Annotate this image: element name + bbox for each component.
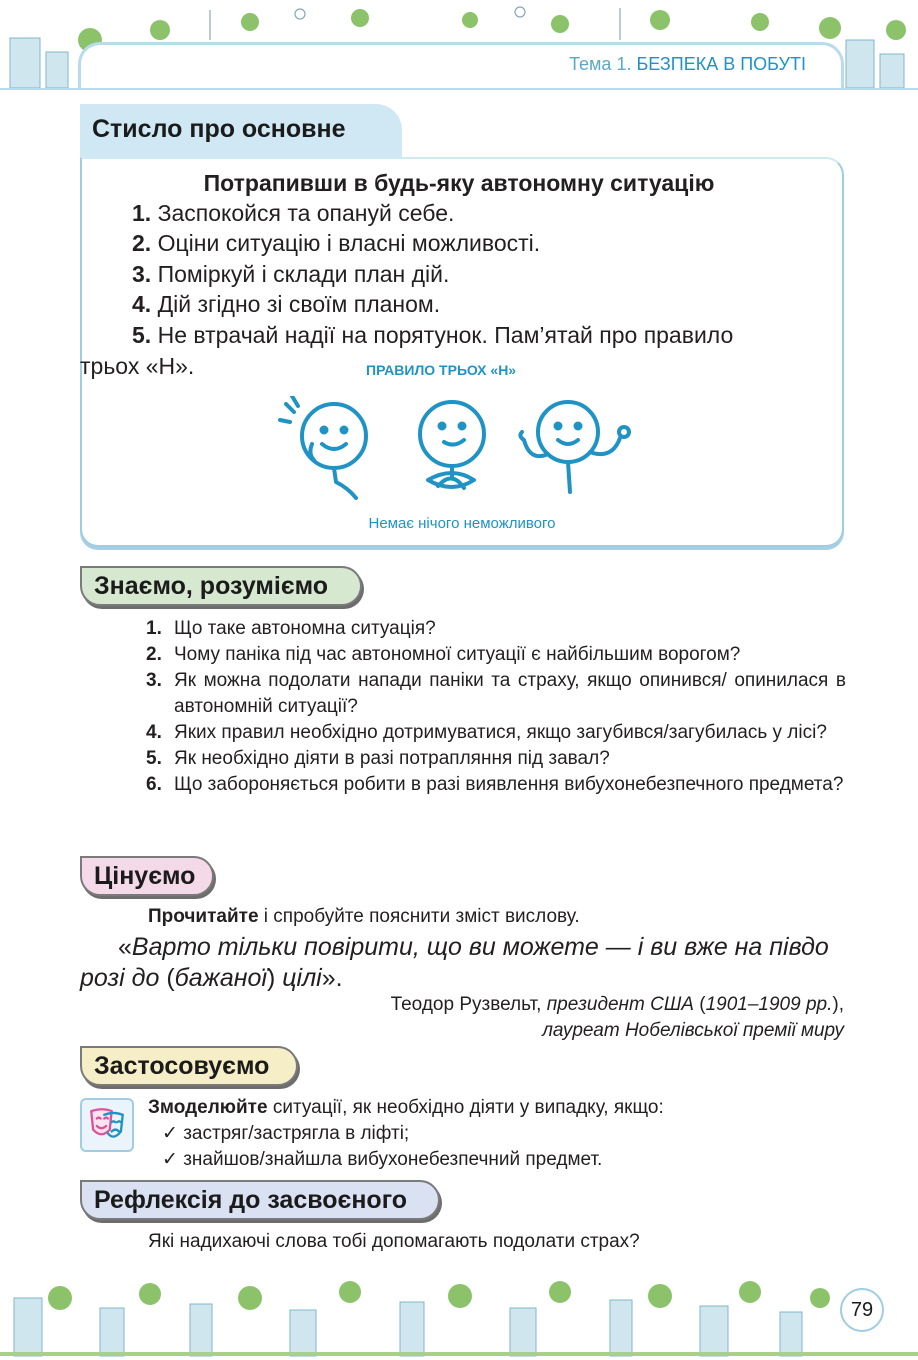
thinking-face-icon [420, 402, 484, 488]
rule-item: 4. Дій згідно зі своїм планом. [132, 291, 441, 317]
rule-item: 2. Оціни ситуацію і власні можливості. [132, 230, 541, 256]
rule-three-n-title: ПРАВИЛО ТРЬОХ «Н» [366, 362, 517, 378]
section-apply: Застосовуємо [80, 1046, 298, 1086]
rule-item-continuation: трьох «Н». [80, 353, 195, 379]
question-item: 4. Яких правил необхідно дотримуватися, якщо загубився/загубилась у лісі? [146, 722, 827, 743]
questions-list [146, 616, 846, 798]
quote-author: Теодор Рузвельт, президент США (1901–1909 рр.), [390, 994, 844, 1015]
question-item: 1. Що таке автономна ситуація? [146, 618, 436, 639]
section-value: Цінуємо [80, 856, 214, 896]
header-topic [569, 54, 806, 75]
rule-item: 3. Поміркуй і склади план дій. [132, 261, 450, 287]
summary-title: Стисло про основне [92, 115, 346, 143]
checklist-item: ✓ знайшов/знайшла вибухонебезпечний предмет. [162, 1149, 603, 1170]
section-reflection: Рефлексія до засвоєного [80, 1180, 440, 1220]
apply-instruction: Змоделюйте ситуації, як необхідно діяти у випадку, якщо: [148, 1097, 664, 1118]
question-item: 2. Чому паніка під час автономної ситуації є найбільшим ворогом? [146, 644, 741, 665]
topic-title: БЕЗПЕКА В ПОБУТІ [636, 54, 806, 74]
header-divider [0, 88, 918, 90]
quote-author-title: лауреат Нобелівської премії миру [542, 1020, 844, 1041]
question-item: 5. Як необхідно діяти в разі потрапляння під завал? [146, 748, 610, 769]
page-number: 79 [840, 1288, 884, 1332]
hopeful-face-icon [520, 402, 629, 492]
checklist-item: ✓ застряг/застрягла в ліфті; [162, 1123, 410, 1144]
nothing-impossible-caption: Немає нічого неможливого [368, 515, 556, 532]
quote-line-2: розі до (бажаної) цілі». [80, 964, 343, 992]
rule-item: 1. Заспокойся та опануй себе. [132, 200, 455, 226]
three-faces-illustration [278, 396, 646, 500]
question-item: 3. Як можна подолати напади паніки та страху, якщо опинився/ опинилася в автономній ситуації? [146, 670, 846, 717]
section-know-understand: Знаємо, розуміємо [80, 566, 362, 606]
quote-line-1: «Варто тільки повірити, що ви можете — і ви вже на півдо [118, 933, 829, 961]
reflection-question: Які надихаючі слова тобі допомагають подолати страх? [148, 1231, 640, 1252]
question-item: 6. Що забороняється робити в разі виявлення вибухонебезпечного предмета? [146, 774, 844, 795]
summary-heading: Потрапивши в будь-яку автономну ситуацію [203, 170, 715, 196]
theater-masks-icon [80, 1098, 134, 1152]
calm-face-icon [280, 396, 366, 498]
checkmark-icon: ✓ [162, 1149, 184, 1170]
checkmark-icon: ✓ [162, 1123, 184, 1144]
topic-label: Тема 1. [569, 54, 632, 74]
city-skyline-decoration-bottom [0, 1268, 918, 1360]
rule-item: 5. Не втрачай надії на порятунок. Пам’ятай про правило [132, 322, 734, 348]
value-instruction: Прочитайте і спробуйте пояснити зміст вислову. [148, 906, 580, 927]
